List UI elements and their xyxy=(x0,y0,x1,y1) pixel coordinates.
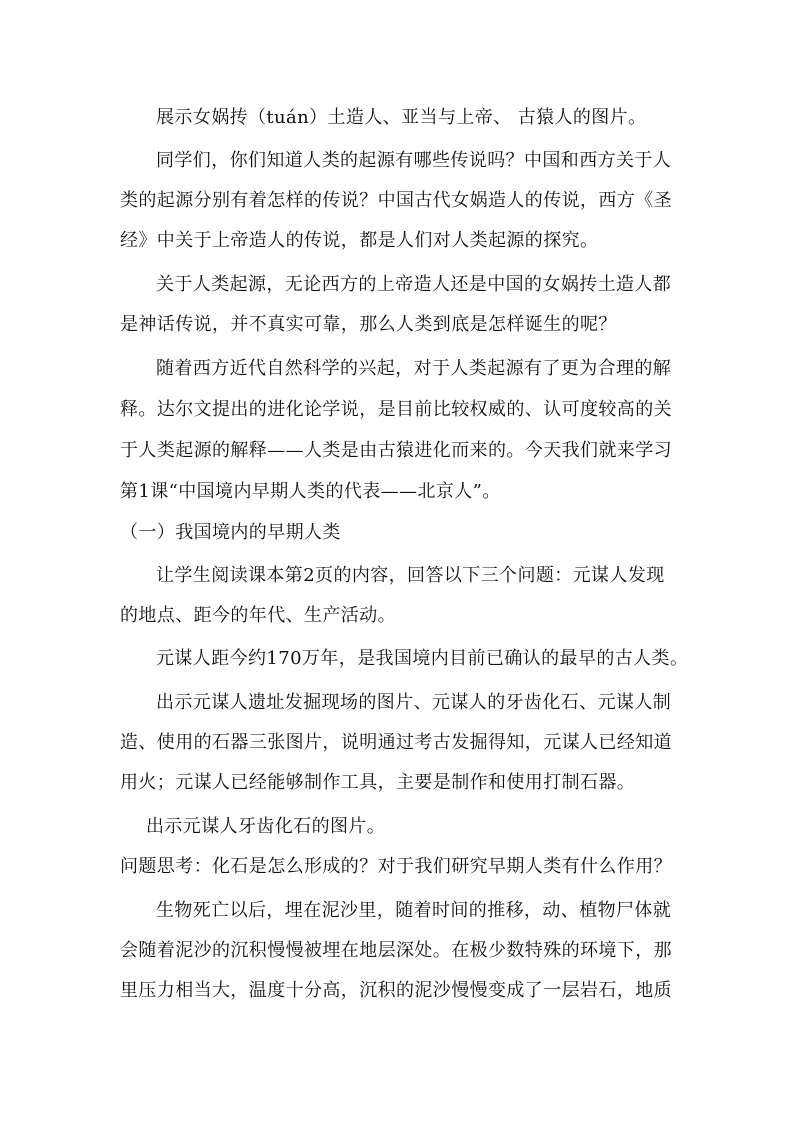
paragraph-line: 是神话传说，并不真实可靠，那么人类到底是怎样诞生的呢？ xyxy=(120,314,617,335)
section-heading: （一）我国境内的早期人类 xyxy=(120,522,341,543)
paragraph-line: 于人类起源的解释——人类是由古猿进化而来的。今天我们就来学习 xyxy=(120,440,672,461)
paragraph-line: 关于人类起源，无论西方的上帝造人还是中国的女娲抟土造人都 xyxy=(156,274,672,295)
paragraph-line: 出示元谋人牙齿化石的图片。 xyxy=(146,816,386,837)
paragraph-line: 出示元谋人遗址发掘现场的图片、元谋人的牙齿化石、元谋人制 xyxy=(156,692,672,713)
paragraph-line: 同学们，你们知道人类的起源有哪些传说吗？中国和西方关于人 xyxy=(156,150,672,171)
paragraph-line: 释。达尔文提出的进化论学说，是目前比较权威的、认可度较高的关 xyxy=(120,399,672,420)
paragraph-line: 里压力相当大，温度十分高，沉积的泥沙慢慢变成了一层岩石，地质 xyxy=(120,980,672,1001)
paragraph-line: 造、使用的石器三张图片，说明通过考古发掘得知，元谋人已经知道 xyxy=(120,732,672,753)
paragraph-line: 元谋人距今约170万年，是我国境内目前已确认的最早的古人类。 xyxy=(156,648,689,669)
paragraph-line: 随着西方近代自然科学的兴起，对于人类起源有了更为合理的解 xyxy=(156,358,672,379)
paragraph-line: 用火；元谋人已经能够制作工具，主要是制作和使用打制石器。 xyxy=(120,772,636,793)
paragraph-line: 的地点、距今的年代、生产活动。 xyxy=(120,605,396,626)
question-line: 问题思考：化石是怎么形成的？对于我们研究早期人类有什么作用？ xyxy=(120,856,672,877)
paragraph-line: 类的起源分别有着怎样的传说？中国古代女娲造人的传说，西方《圣 xyxy=(120,190,672,211)
paragraph-line: 第1课“中国境内早期人类的代表——北京人”。 xyxy=(120,481,501,502)
paragraph-line: 会随着泥沙的沉积慢慢被埋在地层深处。在极少数特殊的环境下，那 xyxy=(120,940,672,961)
paragraph-line: 生物死亡以后，埋在泥沙里，随着时间的推移，动、植物尸体就 xyxy=(156,900,672,921)
paragraph-line: 经》中关于上帝造人的传说，都是人们对人类起源的探究。 xyxy=(120,230,599,251)
paragraph-line: 展示女娲抟（tuán）土造人、亚当与上帝、 古猿人的图片。 xyxy=(156,107,647,128)
paragraph-line: 让学生阅读课本第2页的内容，回答以下三个问题：元谋人发现 xyxy=(156,565,665,586)
